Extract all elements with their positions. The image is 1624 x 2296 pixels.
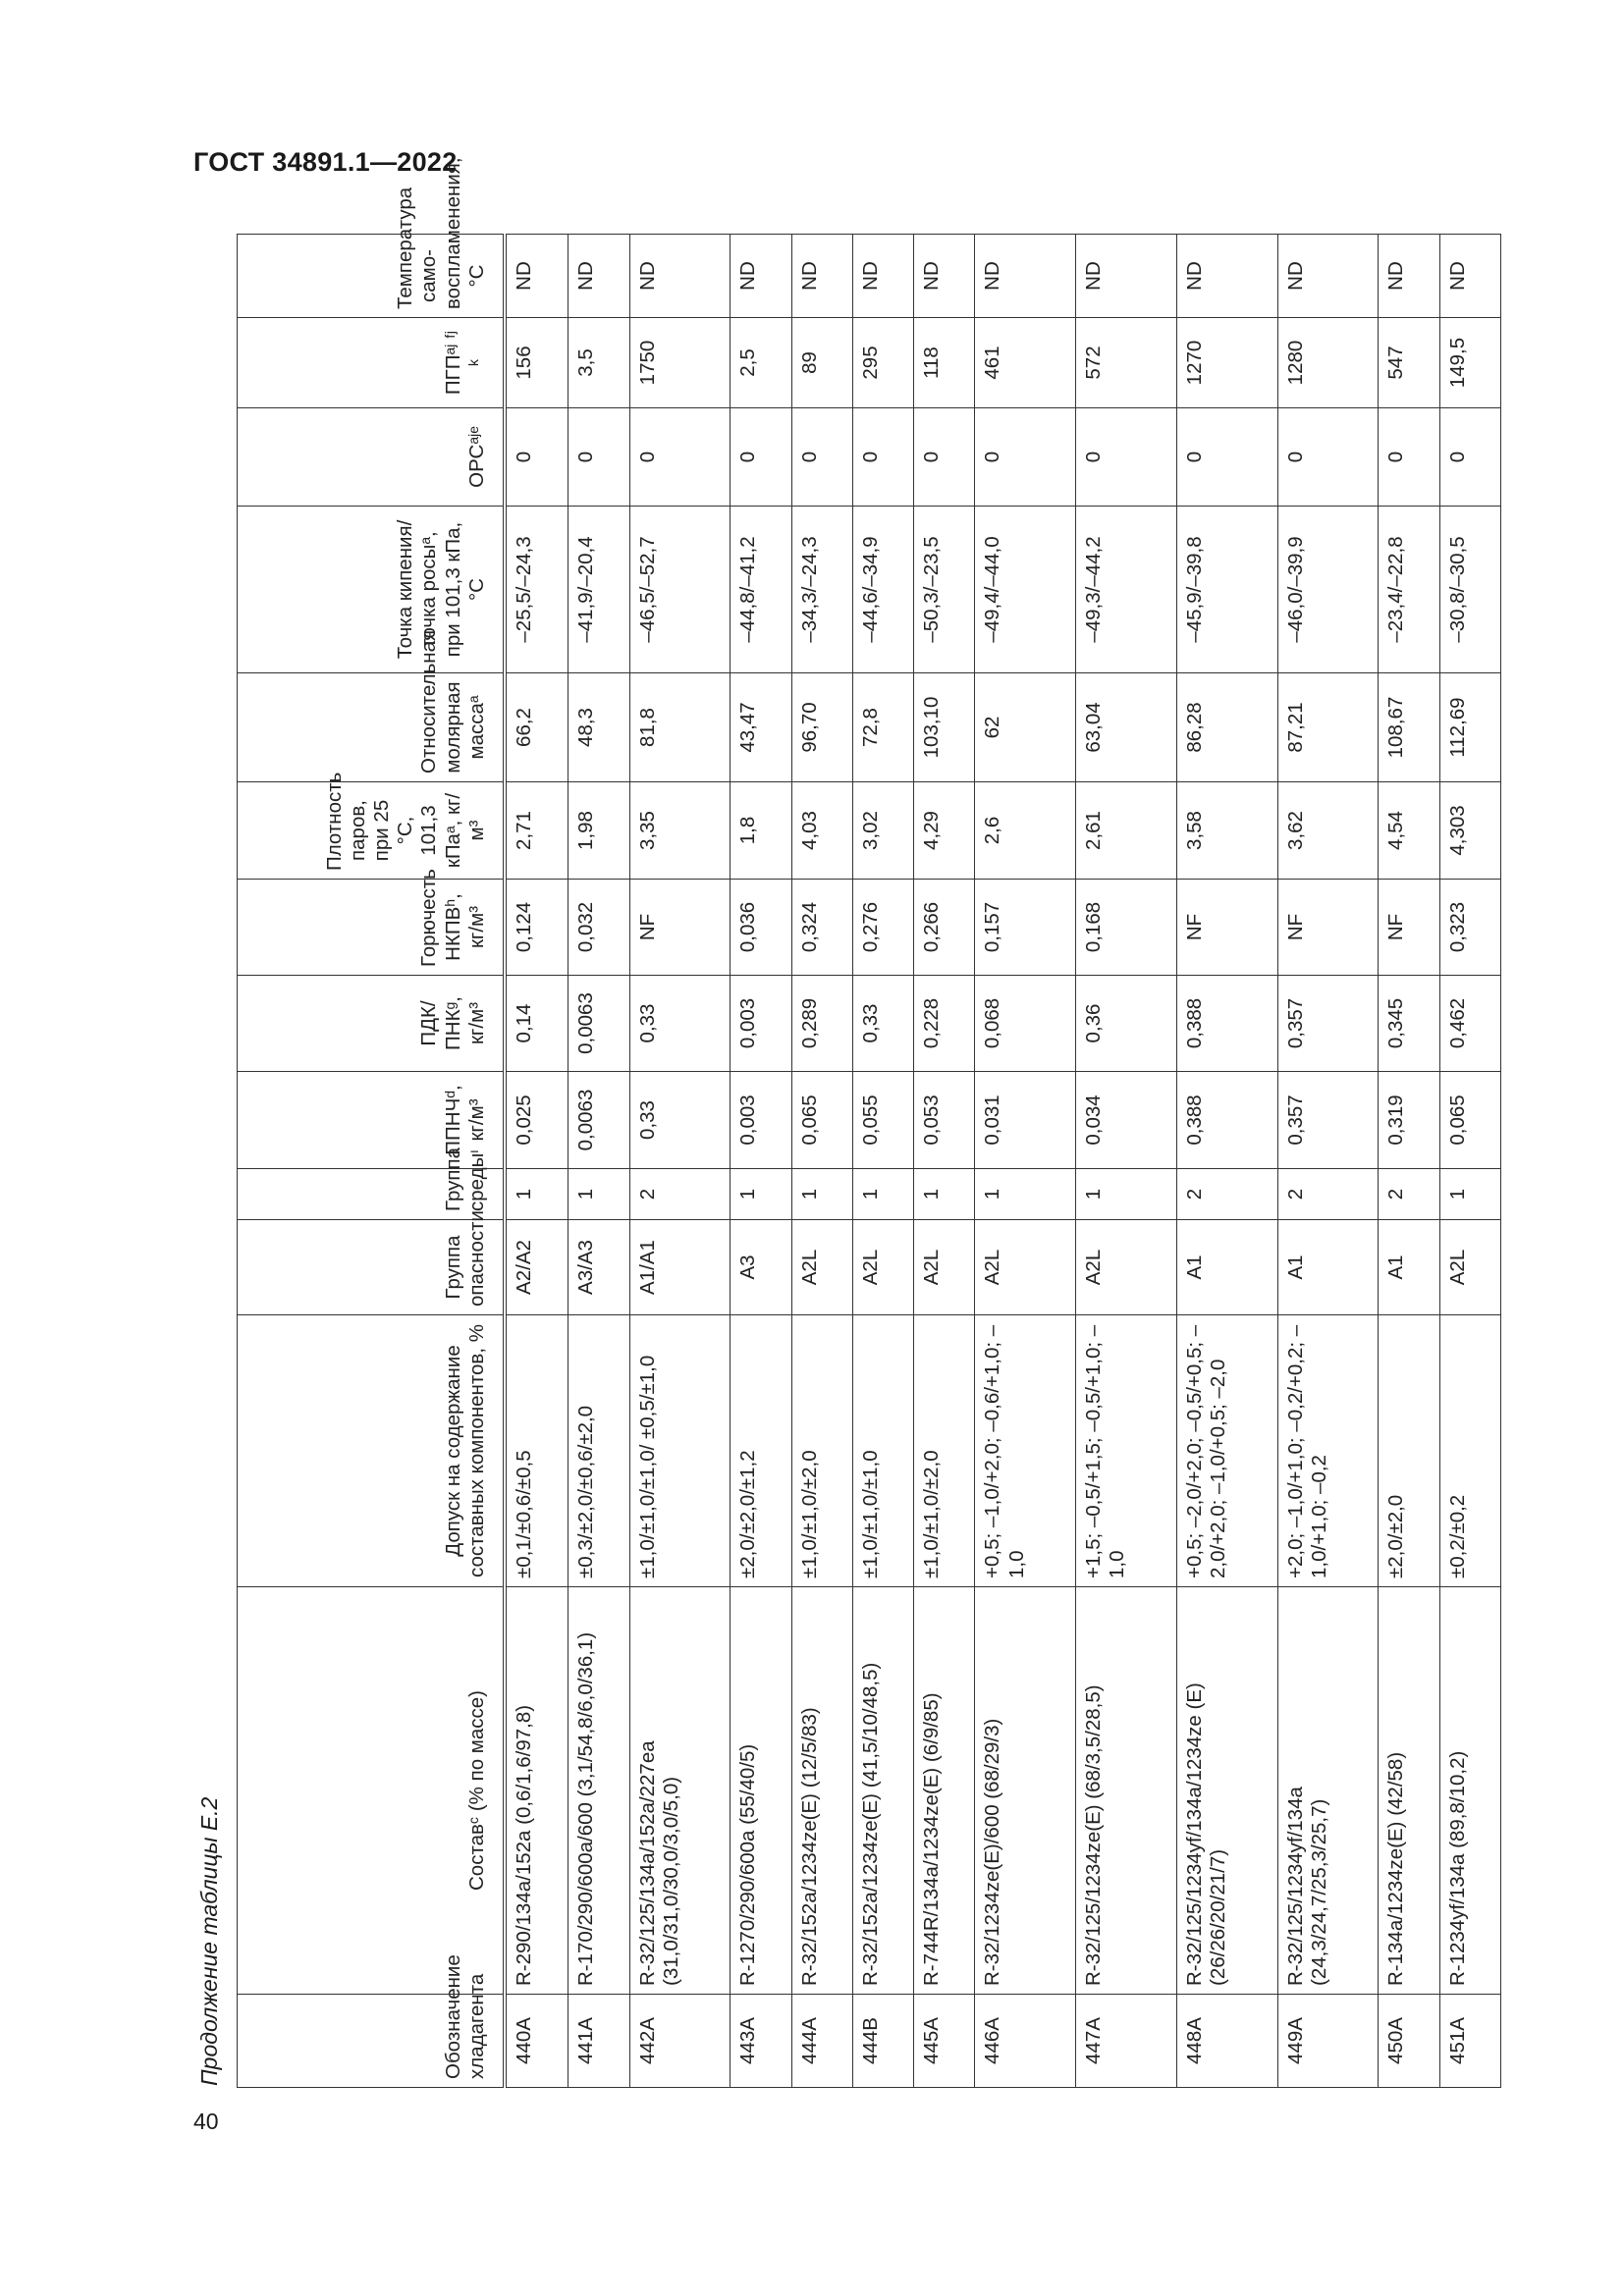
table-cell: 0,33 [629, 976, 731, 1072]
table-cell: ±0,1/±0,6/±0,5 [505, 1315, 568, 1587]
table-cell: –46,0/–39,9 [1277, 507, 1379, 673]
table-cell: ±1,0/±1,0/±2,0 [914, 1315, 975, 1587]
table-cell: A1 [1379, 1220, 1439, 1315]
table-cell: 0,0063 [568, 1072, 629, 1169]
table-row [1277, 235, 1379, 2088]
table-cell: 448A [1176, 1995, 1277, 2088]
table-cell: 441A [568, 1995, 629, 2088]
table-cell: 0,388 [1176, 976, 1277, 1072]
table-cell: 1 [1076, 1169, 1177, 1220]
table-cell: 43,47 [731, 673, 791, 782]
table-cell: A2L [1439, 1220, 1500, 1315]
table-cell: 4,29 [914, 782, 975, 880]
table-cell: 0,168 [1076, 880, 1177, 976]
table-cell: ±1,0/±1,0/±1,0 [852, 1315, 913, 1587]
table-cell: 108,67 [1379, 673, 1439, 782]
table-cell: 0,034 [1076, 1072, 1177, 1169]
table-cell: A1/A1 [629, 1220, 731, 1315]
table-cell: 96,70 [791, 673, 852, 782]
table-cell: 4,54 [1379, 782, 1439, 880]
table-cell: 0,276 [852, 880, 913, 976]
table-cell: 0 [1076, 408, 1177, 507]
table-cell: 2,61 [1076, 782, 1177, 880]
table-cell: R-32/152a/1234ze(E) (41,5/10/48,5) [852, 1587, 913, 1995]
table-cell: 103,10 [914, 673, 975, 782]
table-cell: 0,065 [1439, 1072, 1500, 1169]
table-cell: A2L [852, 1220, 913, 1315]
table-cell: A1 [1277, 1220, 1379, 1315]
table-cell: ND [975, 235, 1076, 318]
column-header: ПГПᵃʲ ᶠʲ ᵏ [238, 318, 506, 408]
table-cell: R-744R/134a/1234ze(E) (6/9/85) [914, 1587, 975, 1995]
table-cell: A3/A3 [568, 1220, 629, 1315]
table-cell: R-32/125/134a/152a/227ea (31,0/31,0/30,0/3,0/5,0) [629, 1587, 731, 1995]
table-cell: ND [568, 235, 629, 318]
table-cell: 445A [914, 1995, 975, 2088]
table-cell: A2/A2 [505, 1220, 568, 1315]
table-cell: 2 [1379, 1169, 1439, 1220]
table-cell: 0 [731, 408, 791, 507]
table-row [505, 235, 568, 2088]
table-cell: 89 [791, 318, 852, 408]
table-cell: ±1,0/±1,0/±1,0/ ±0,5/±1,0 [629, 1315, 731, 1587]
table-cell: 0,357 [1277, 1072, 1379, 1169]
table-cell: ND [505, 235, 568, 318]
table-cell: ±2,0/±2,0 [1379, 1315, 1439, 1587]
table-cell: 0 [1439, 408, 1500, 507]
table-cell: ND [731, 235, 791, 318]
table-cell: 0,068 [975, 976, 1076, 1072]
table-cell: ±1,0/±1,0/±2,0 [791, 1315, 852, 1587]
table-cell: 446A [975, 1995, 1076, 2088]
table-cell: A3 [731, 1220, 791, 1315]
table-cell: 442A [629, 1995, 731, 2088]
table-cell: +0,5; –1,0/+2,0; –0,6/+1,0; –1,0 [975, 1315, 1076, 1587]
table-cell: 0 [505, 408, 568, 507]
table-cell: R-290/134a/152a (0,6/1,6/97,8) [505, 1587, 568, 1995]
table-cell: 0,33 [629, 1072, 731, 1169]
table-cell: 0,323 [1439, 880, 1500, 976]
table-cell: ±0,2/±0,2 [1439, 1315, 1500, 1587]
table-cell: 2 [1277, 1169, 1379, 1220]
table-cell: R-32/125/1234yf/134a (24,3/24,7/25,3/25,7) [1277, 1587, 1379, 1995]
table-cell: 0 [568, 408, 629, 507]
table-cell: 0,462 [1439, 976, 1500, 1072]
table-row [791, 235, 852, 2088]
table-caption: Продолжение таблицы Е.2 [196, 1796, 222, 2086]
table-cell: NF [629, 880, 731, 976]
table-cell: R-1234yf/134a (89,8/10,2) [1439, 1587, 1500, 1995]
table-cell: ND [1076, 235, 1177, 318]
table-cell: ±2,0/±2,0/±1,2 [731, 1315, 791, 1587]
table-cell: NF [1277, 880, 1379, 976]
column-header: Допуск на содержание составных компонентов, % [238, 1315, 506, 1587]
table-cell: ND [914, 235, 975, 318]
table-cell: R-32/152a/1234ze(E) (12/5/83) [791, 1587, 852, 1995]
table-cell: ND [852, 235, 913, 318]
table-cell: ND [629, 235, 731, 318]
table-cell: 3,58 [1176, 782, 1277, 880]
table-row [1176, 235, 1277, 2088]
table-body [505, 235, 1501, 2088]
table-cell: 2 [1176, 1169, 1277, 1220]
column-header: Температура само-воспламенения, °С [238, 235, 506, 318]
table-cell: ND [1439, 235, 1500, 318]
table-cell: –44,8/–41,2 [731, 507, 791, 673]
table-cell: 444B [852, 1995, 913, 2088]
table-cell: –45,9/–39,8 [1176, 507, 1277, 673]
table-cell: 0,357 [1277, 976, 1379, 1072]
table-cell: 66,2 [505, 673, 568, 782]
table-cell: –34,3/–24,3 [791, 507, 852, 673]
table-cell: –49,4/–44,0 [975, 507, 1076, 673]
table-cell: 0,324 [791, 880, 852, 976]
page-number: 40 [193, 2109, 219, 2134]
table-cell: 87,21 [1277, 673, 1379, 782]
table-cell: ND [791, 235, 852, 318]
table-cell: 0 [1176, 408, 1277, 507]
table-cell: 0,289 [791, 976, 852, 1072]
table-cell: 0 [629, 408, 731, 507]
table-cell: 572 [1076, 318, 1177, 408]
table-cell: 3,62 [1277, 782, 1379, 880]
table-cell: +1,5; –0,5/+1,5; –0,5/+1,0; –1,0 [1076, 1315, 1177, 1587]
table-cell: 0,055 [852, 1072, 913, 1169]
table-cell: ND [1379, 235, 1439, 318]
table-cell: 1270 [1176, 318, 1277, 408]
table-cell: 1 [731, 1169, 791, 1220]
table-cell: R-32/125/1234ze(E) (68/3,5/28,5) [1076, 1587, 1177, 1995]
table-row [852, 235, 913, 2088]
table-cell: 449A [1277, 1995, 1379, 2088]
table-cell: 443A [731, 1995, 791, 2088]
column-header: Плотность паров, при 25 °С, 101,3 кПаᵃ, кг/м³ [238, 782, 506, 880]
column-header: Относительная молярная массаᵃ [238, 673, 506, 782]
table-cell: 0,33 [852, 976, 913, 1072]
table-cell: 2,71 [505, 782, 568, 880]
table-row [1379, 235, 1439, 2088]
table-cell: 0,319 [1379, 1072, 1439, 1169]
table-cell: R-1270/290/600a (55/40/5) [731, 1587, 791, 1995]
table-cell: 0,031 [975, 1072, 1076, 1169]
table-cell: R-32/1234ze(E)/600 (68/29/3) [975, 1587, 1076, 1995]
table-cell: 0,388 [1176, 1072, 1277, 1169]
column-header: Горючесть НКПВʰ, кг/м³ [238, 880, 506, 976]
table-row [914, 235, 975, 2088]
table-cell: 1,98 [568, 782, 629, 880]
table-cell: +0,5; –2,0/+2,0; –0,5/+0,5; –2,0/+2,0; –1,0/+0,5; –2,0 [1176, 1315, 1277, 1587]
table-row [629, 235, 731, 2088]
table-cell: A2L [791, 1220, 852, 1315]
table-cell: 0,053 [914, 1072, 975, 1169]
table-cell: 0,025 [505, 1072, 568, 1169]
table-cell: 0,065 [791, 1072, 852, 1169]
table-cell: 2,6 [975, 782, 1076, 880]
table-cell: 0 [852, 408, 913, 507]
table-cell: 1 [505, 1169, 568, 1220]
table-cell: –44,6/–34,9 [852, 507, 913, 673]
table-cell: –30,8/–30,5 [1439, 507, 1500, 673]
table-cell: 3,5 [568, 318, 629, 408]
table-cell: 112,69 [1439, 673, 1500, 782]
table-cell: 156 [505, 318, 568, 408]
table-cell: –49,3/–44,2 [1076, 507, 1177, 673]
table-cell: 48,3 [568, 673, 629, 782]
column-header: Обозначение хладагента [238, 1995, 506, 2088]
table-cell: 451A [1439, 1995, 1500, 2088]
table-cell: 2,5 [731, 318, 791, 408]
table-cell: 62 [975, 673, 1076, 782]
table-cell: 0,266 [914, 880, 975, 976]
table-cell: 0 [1277, 408, 1379, 507]
table-cell: 4,03 [791, 782, 852, 880]
column-header: ПДК/ПНКᵍ, кг/м³ [238, 976, 506, 1072]
table-cell: 1 [852, 1169, 913, 1220]
table-cell: 4,303 [1439, 782, 1500, 880]
column-header: Группа опасности [238, 1220, 506, 1315]
table-cell: R-32/125/1234yf/134a/1234ze (E) (26/26/20/21/7) [1176, 1587, 1277, 1995]
column-header: Группа средыᶦ [238, 1169, 506, 1220]
table-cell: 0,0063 [568, 976, 629, 1072]
table-cell: 0 [914, 408, 975, 507]
table-row [1076, 235, 1177, 2088]
column-header: ОРСᵃʲᵉ [238, 408, 506, 507]
column-header: Составᶜ (% по массе) [238, 1587, 506, 1995]
table-cell: 1 [791, 1169, 852, 1220]
column-header: ППНЧᵈ, кг/м³ [238, 1072, 506, 1169]
table-cell: 81,8 [629, 673, 731, 782]
table-cell: 0,003 [731, 1072, 791, 1169]
table-cell: 1 [975, 1169, 1076, 1220]
table-cell: A2L [1076, 1220, 1177, 1315]
table-cell: A1 [1176, 1220, 1277, 1315]
table-cell: ±0,3/±2,0/±0,6/±2,0 [568, 1315, 629, 1587]
table-cell: 1 [1439, 1169, 1500, 1220]
table-cell: –23,4/–22,8 [1379, 507, 1439, 673]
table-cell: 149,5 [1439, 318, 1500, 408]
table-cell: R-170/290/600a/600 (3,1/54,8/6,0/36,1) [568, 1587, 629, 1995]
table-row [731, 235, 791, 2088]
table-cell: 0 [975, 408, 1076, 507]
table-cell: 0 [1379, 408, 1439, 507]
table-cell: 1 [568, 1169, 629, 1220]
table-cell: 1 [914, 1169, 975, 1220]
table-cell: 1280 [1277, 318, 1379, 408]
table-cell: 3,02 [852, 782, 913, 880]
table-cell: 1,8 [731, 782, 791, 880]
table-cell: 0,003 [731, 976, 791, 1072]
table-cell: +2,0; –1,0/+1,0; –0,2/+0,2; –1,0/+1,0; –0,2 [1277, 1315, 1379, 1587]
table-cell: 86,28 [1176, 673, 1277, 782]
table-cell: 0,36 [1076, 976, 1177, 1072]
table-row [1439, 235, 1500, 2088]
table-cell: –25,5/–24,3 [505, 507, 568, 673]
table-cell: –50,3/–23,5 [914, 507, 975, 673]
table-row [568, 235, 629, 2088]
table-cell: NF [1176, 880, 1277, 976]
table-cell: 1750 [629, 318, 731, 408]
table-cell: 0,124 [505, 880, 568, 976]
table-cell: 450A [1379, 1995, 1439, 2088]
table-cell: 0,14 [505, 976, 568, 1072]
table-cell: 3,35 [629, 782, 731, 880]
table-cell: A2L [914, 1220, 975, 1315]
table-cell: –46,5/–52,7 [629, 507, 731, 673]
table-cell: 461 [975, 318, 1076, 408]
table-header-row [238, 235, 506, 2088]
table-cell: A2L [975, 1220, 1076, 1315]
table-cell: 63,04 [1076, 673, 1177, 782]
table-cell: ND [1176, 235, 1277, 318]
table-cell: R-134a/1234ze(E) (42/58) [1379, 1587, 1439, 1995]
table-cell: 444A [791, 1995, 852, 2088]
table-cell: –41,9/–20,4 [568, 507, 629, 673]
table-cell: 2 [629, 1169, 731, 1220]
document-header: ГОСТ 34891.1—2022 [193, 147, 458, 177]
table-row [975, 235, 1076, 2088]
table-cell: 0,345 [1379, 976, 1439, 1072]
table-cell: 440A [505, 1995, 568, 2088]
table-cell: 295 [852, 318, 913, 408]
table-cell: 118 [914, 318, 975, 408]
table-cell: 0 [791, 408, 852, 507]
table-cell: NF [1379, 880, 1439, 976]
table-cell: 447A [1076, 1995, 1177, 2088]
column-header: Точка кипения/точка росыᵃ, при 101,3 кПа, °С [238, 507, 506, 673]
table-cell: 72,8 [852, 673, 913, 782]
table-cell: ND [1277, 235, 1379, 318]
table-cell: 547 [1379, 318, 1439, 408]
table-cell: 0,036 [731, 880, 791, 976]
table-cell: 0,032 [568, 880, 629, 976]
table-cell: 0,228 [914, 976, 975, 1072]
table-cell: 0,157 [975, 880, 1076, 976]
